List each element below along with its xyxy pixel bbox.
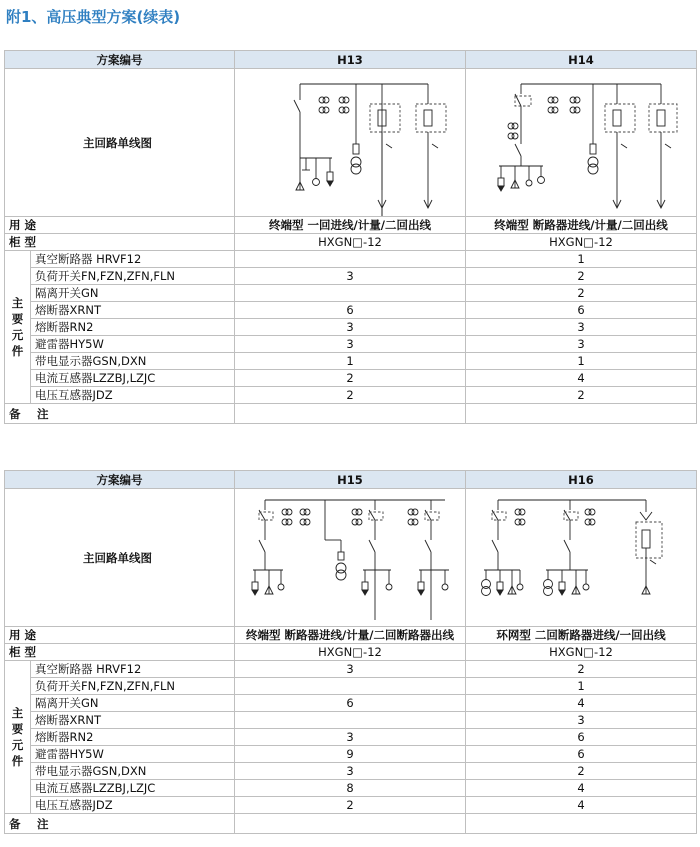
cabinet-value: HXGN□-12 xyxy=(466,644,697,661)
component-row xyxy=(5,387,697,404)
component-qty: 1 xyxy=(235,353,466,370)
component-qty: 4 xyxy=(466,695,697,712)
component-qty: 6 xyxy=(235,302,466,319)
component-qty: 3 xyxy=(235,336,466,353)
cabinet-value: HXGN□-12 xyxy=(235,234,466,251)
usage-label: 用 途 xyxy=(5,217,235,234)
scheme-code: H14 xyxy=(466,51,697,69)
component-name: 隔离开关GN xyxy=(31,695,235,712)
component-name: 带电显示器GSN,DXN xyxy=(31,353,235,370)
component-row xyxy=(5,353,697,370)
component-row xyxy=(5,763,697,780)
component-row xyxy=(5,370,697,387)
usage-value: 终端型 断路器进线/计量/二回断路器出线 xyxy=(235,627,466,644)
component-row xyxy=(5,746,697,763)
component-row xyxy=(5,268,697,285)
component-qty: 2 xyxy=(466,387,697,404)
component-row xyxy=(5,319,697,336)
component-qty: 2 xyxy=(466,268,697,285)
cabinet-row xyxy=(5,234,697,251)
cabinet-row xyxy=(5,644,697,661)
component-name: 熔断器XRNT xyxy=(31,712,235,729)
component-name: 电压互感器JDZ xyxy=(31,797,235,814)
scheme-table-1 xyxy=(4,50,697,424)
scheme-table-2 xyxy=(4,470,697,834)
component-qty: 1 xyxy=(466,353,697,370)
main-components-label: 主 要 元 件 xyxy=(5,661,31,814)
component-qty: 4 xyxy=(466,780,697,797)
scheme-code: H13 xyxy=(235,51,466,69)
component-qty: 2 xyxy=(466,763,697,780)
single-line-diagram xyxy=(476,490,686,626)
usage-value: 终端型 断路器进线/计量/二回出线 xyxy=(466,217,697,234)
component-qty: 2 xyxy=(235,370,466,387)
component-qty: 2 xyxy=(235,797,466,814)
component-qty: 2 xyxy=(466,661,697,678)
component-row xyxy=(5,729,697,746)
header-label: 方案编号 xyxy=(5,51,235,69)
cabinet-value: HXGN□-12 xyxy=(235,644,466,661)
component-qty: 6 xyxy=(466,302,697,319)
scheme-code: H16 xyxy=(466,471,697,489)
note-value xyxy=(466,814,697,834)
note-label: 备 注 xyxy=(5,814,235,834)
component-qty: 3 xyxy=(235,763,466,780)
component-name: 避雷器HY5W xyxy=(31,336,235,353)
component-name: 负荷开关FN,FZN,ZFN,FLN xyxy=(31,678,235,695)
note-row xyxy=(5,404,697,424)
single-line-diagram xyxy=(250,70,450,216)
diagram-label: 主回路单线图 xyxy=(5,489,235,627)
component-name: 电流互感器LZZBJ,LZJC xyxy=(31,370,235,387)
diagram-h15 xyxy=(235,489,466,627)
single-line-diagram xyxy=(481,70,681,216)
header-label: 方案编号 xyxy=(5,471,235,489)
note-label: 备 注 xyxy=(5,404,235,424)
component-name: 负荷开关FN,FZN,ZFN,FLN xyxy=(31,268,235,285)
scheme-code: H15 xyxy=(235,471,466,489)
cabinet-value: HXGN□-12 xyxy=(466,234,697,251)
usage-row xyxy=(5,627,697,644)
component-qty: 6 xyxy=(235,695,466,712)
usage-label: 用 途 xyxy=(5,627,235,644)
diagram-h13 xyxy=(235,69,466,217)
component-qty: 3 xyxy=(235,268,466,285)
component-qty: 4 xyxy=(466,370,697,387)
component-qty: 2 xyxy=(235,387,466,404)
single-line-diagram xyxy=(245,490,455,626)
usage-value: 环网型 二回断路器进线/一回出线 xyxy=(466,627,697,644)
component-qty: 3 xyxy=(466,319,697,336)
component-row xyxy=(5,797,697,814)
diagram-h16 xyxy=(466,489,697,627)
note-value xyxy=(235,814,466,834)
component-name: 电压互感器JDZ xyxy=(31,387,235,404)
component-name: 电流互感器LZZBJ,LZJC xyxy=(31,780,235,797)
component-qty xyxy=(235,285,466,302)
component-name: 真空断路器 HRVF12 xyxy=(31,661,235,678)
cabinet-label: 柜 型 xyxy=(5,234,235,251)
component-name: 避雷器HY5W xyxy=(31,746,235,763)
component-qty xyxy=(235,678,466,695)
component-qty: 3 xyxy=(235,661,466,678)
component-qty xyxy=(235,251,466,268)
component-qty: 6 xyxy=(466,729,697,746)
component-qty xyxy=(235,712,466,729)
component-qty: 6 xyxy=(466,746,697,763)
usage-row xyxy=(5,217,697,234)
component-name: 熔断器RN2 xyxy=(31,319,235,336)
component-name: 熔断器RN2 xyxy=(31,729,235,746)
header-row xyxy=(5,471,697,489)
component-name: 隔离开关GN xyxy=(31,285,235,302)
component-qty: 9 xyxy=(235,746,466,763)
note-value xyxy=(235,404,466,424)
component-row xyxy=(5,678,697,695)
component-row xyxy=(5,695,697,712)
component-row xyxy=(5,251,697,268)
component-qty: 4 xyxy=(466,797,697,814)
diagram-row xyxy=(5,489,697,627)
diagram-h14 xyxy=(466,69,697,217)
component-qty: 3 xyxy=(466,336,697,353)
diagram-row xyxy=(5,69,697,217)
main-components-label: 主 要 元 件 xyxy=(5,251,31,404)
header-row xyxy=(5,51,697,69)
note-value xyxy=(466,404,697,424)
component-row xyxy=(5,712,697,729)
component-row xyxy=(5,780,697,797)
component-qty: 3 xyxy=(235,729,466,746)
component-qty: 8 xyxy=(235,780,466,797)
component-qty: 1 xyxy=(466,678,697,695)
component-qty: 3 xyxy=(235,319,466,336)
component-row xyxy=(5,661,697,678)
component-name: 真空断路器 HRVF12 xyxy=(31,251,235,268)
component-row xyxy=(5,285,697,302)
component-name: 带电显示器GSN,DXN xyxy=(31,763,235,780)
component-qty: 2 xyxy=(466,285,697,302)
component-qty: 3 xyxy=(466,712,697,729)
component-name: 熔断器XRNT xyxy=(31,302,235,319)
cabinet-label: 柜 型 xyxy=(5,644,235,661)
component-qty: 1 xyxy=(466,251,697,268)
component-row xyxy=(5,302,697,319)
component-row xyxy=(5,336,697,353)
note-row xyxy=(5,814,697,834)
page-title: 附1、高压典型方案(续表) xyxy=(6,8,181,26)
diagram-label: 主回路单线图 xyxy=(5,69,235,217)
usage-value: 终端型 一回进线/计量/二回出线 xyxy=(235,217,466,234)
